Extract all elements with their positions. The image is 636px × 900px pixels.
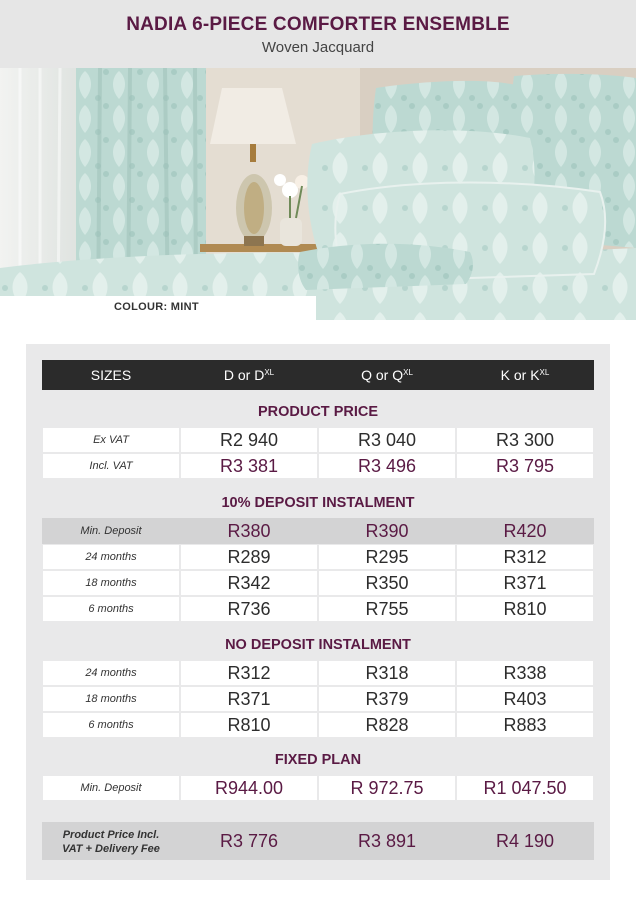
price-cell: R312 bbox=[457, 545, 593, 569]
total-price-cell: R3 776 bbox=[180, 822, 318, 860]
price-cell: R 972.75 bbox=[319, 776, 455, 800]
section-title-no-deposit-instalment: NO DEPOSIT INSTALMENT bbox=[225, 637, 411, 653]
sizes-header: SIZES bbox=[90, 367, 132, 383]
price-cell: R371 bbox=[457, 571, 593, 595]
price-cell: R379 bbox=[319, 687, 455, 711]
price-cell: R350 bbox=[319, 571, 455, 595]
table-row bbox=[42, 518, 594, 544]
product-subtitle: Woven Jacquard bbox=[261, 39, 375, 56]
price-cell: R380 bbox=[180, 518, 318, 544]
row-label: Ex VAT bbox=[43, 428, 179, 452]
product-photo bbox=[0, 68, 636, 320]
section-title-deposit-instalment: 10% DEPOSIT INSTALMENT bbox=[221, 495, 415, 511]
price-cell: R338 bbox=[457, 661, 593, 685]
price-cell: R289 bbox=[181, 545, 317, 569]
page-header bbox=[0, 0, 636, 68]
total-row bbox=[42, 822, 594, 860]
price-cell: R883 bbox=[457, 713, 593, 737]
price-cell: R736 bbox=[181, 597, 317, 621]
price-cell: R1 047.50 bbox=[457, 776, 593, 800]
table-row bbox=[42, 596, 594, 622]
table-row bbox=[42, 570, 594, 596]
sizes-header-row bbox=[42, 360, 594, 390]
row-label: 18 months bbox=[43, 687, 179, 711]
colour-tag bbox=[0, 296, 316, 320]
price-cell: R828 bbox=[319, 713, 455, 737]
product-title: NADIA 6-PIECE COMFORTER ENSEMBLE bbox=[126, 14, 510, 35]
size-king-header: K or $K^{XL}$ bbox=[500, 367, 550, 383]
price-cell: R403 bbox=[457, 687, 593, 711]
price-cell: R371 bbox=[181, 687, 317, 711]
total-price-cell: R4 190 bbox=[456, 822, 594, 860]
table-row bbox=[42, 686, 594, 712]
table-row bbox=[42, 775, 594, 801]
price-cell: R810 bbox=[181, 713, 317, 737]
table-row bbox=[42, 660, 594, 686]
total-label: Product Price Incl. VAT + Delivery Fee bbox=[42, 822, 180, 860]
price-cell: R3 795 bbox=[457, 454, 593, 478]
row-label: 24 months bbox=[43, 545, 179, 569]
price-cell: R3 040 bbox=[319, 428, 455, 452]
price-cell: R312 bbox=[181, 661, 317, 685]
price-cell: R944.00 bbox=[181, 776, 317, 800]
row-label: Min. Deposit bbox=[42, 518, 180, 544]
size-queen-header: Q or $Q^{XL}$ bbox=[361, 367, 413, 383]
total-price-cell: R3 891 bbox=[318, 822, 456, 860]
table-row bbox=[42, 428, 594, 454]
price-cell: R295 bbox=[319, 545, 455, 569]
row-label: 24 months bbox=[43, 661, 179, 685]
table-row bbox=[42, 544, 594, 570]
price-cell: R3 381 bbox=[181, 454, 317, 478]
price-panel bbox=[26, 344, 610, 880]
bedroom-illustration bbox=[0, 68, 636, 320]
section-title-product-price: PRODUCT PRICE bbox=[257, 404, 379, 420]
price-cell: R342 bbox=[181, 571, 317, 595]
row-label: Incl. VAT bbox=[43, 454, 179, 478]
row-label: 6 months bbox=[43, 713, 179, 737]
row-label: Min. Deposit bbox=[43, 776, 179, 800]
size-double-header: D or $D^{XL}$ bbox=[223, 367, 275, 383]
colour-label: COLOUR: MINT bbox=[114, 301, 199, 313]
row-label: 6 months bbox=[43, 597, 179, 621]
price-cell: R3 300 bbox=[457, 428, 593, 452]
price-cell: R318 bbox=[319, 661, 455, 685]
price-cell: R810 bbox=[457, 597, 593, 621]
price-cell: R2 940 bbox=[181, 428, 317, 452]
price-cell: R420 bbox=[456, 518, 594, 544]
table-row bbox=[42, 454, 594, 480]
table-row bbox=[42, 712, 594, 738]
section-title-fixed-plan: FIXED PLAN bbox=[274, 752, 362, 768]
price-cell: R390 bbox=[318, 518, 456, 544]
price-cell: R3 496 bbox=[319, 454, 455, 478]
price-cell: R755 bbox=[319, 597, 455, 621]
row-label: 18 months bbox=[43, 571, 179, 595]
